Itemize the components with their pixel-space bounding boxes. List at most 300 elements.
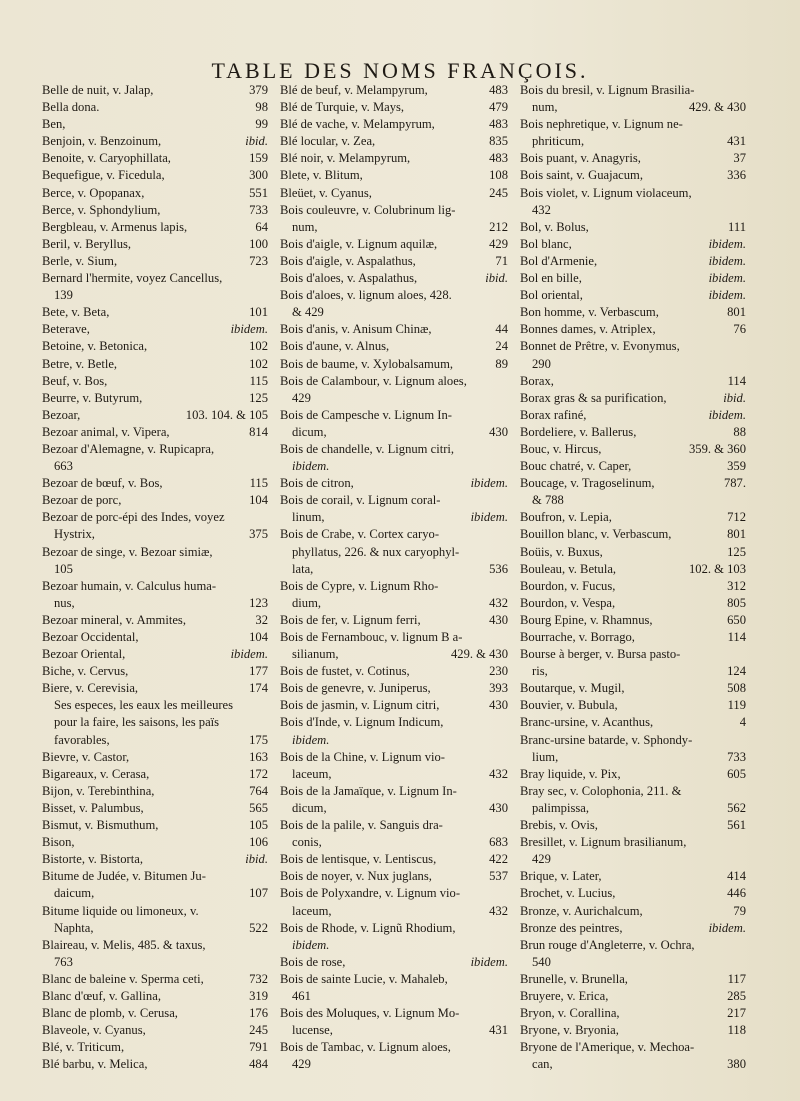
index-entry (42, 150, 268, 167)
entry-term: Berce, v. Opopanax, (42, 185, 145, 200)
entry-page-ref: 37 (733, 151, 746, 166)
index-entry (42, 971, 268, 988)
entry-term: Brique, v. Later, (520, 869, 602, 884)
index-entry (520, 338, 746, 355)
index-entry (42, 697, 268, 714)
index-entry (280, 629, 508, 646)
entry-page-ref: 605 (727, 766, 746, 781)
entry-page-ref: 791 (249, 1040, 268, 1055)
index-entry (280, 834, 508, 851)
index-entry (42, 441, 268, 458)
entry-page-ref: 732 (249, 971, 268, 986)
entry-page-ref: 108 (489, 168, 508, 183)
index-entry (520, 885, 746, 902)
entry-term: Beurre, v. Butyrum, (42, 390, 143, 405)
index-entry (520, 851, 746, 868)
entry-term: Borax gras & sa purification, (520, 390, 667, 405)
entry-term: Bievre, v. Castor, (42, 749, 130, 764)
entry-term: 432 (532, 202, 551, 217)
entry-term: Ses especes, les eaux les meilleures (54, 698, 234, 713)
entry-page-ref: 102. & 103 (688, 561, 746, 576)
entry-page-ref: ibid. (485, 271, 508, 286)
entry-term: Bouc, v. Hircus, (520, 441, 602, 456)
index-entry (520, 988, 746, 1005)
entry-page-ref: 118 (727, 1023, 746, 1038)
entry-term: Naphta, (54, 920, 94, 935)
index-entry (280, 150, 508, 167)
entry-term: Bol oriental, (520, 288, 583, 303)
entry-term: Branc-ursine batarde, v. Sphondy- (520, 732, 693, 747)
entry-page-ref: 71 (495, 253, 508, 268)
entry-page-ref: 733 (249, 202, 268, 217)
entry-page-ref: 115 (249, 373, 268, 388)
entry-term: Bois de Rhode, v. Lignũ Rhodium, (280, 920, 456, 935)
entry-term: Bezoar de bœuf, v. Bos, (42, 476, 163, 491)
entry-term: Bois de Cypre, v. Lignum Rho- (280, 578, 439, 593)
index-entry (280, 492, 508, 509)
index-entry (520, 903, 746, 920)
index-entry (42, 287, 268, 304)
index-entry (42, 680, 268, 697)
index-entry (42, 544, 268, 561)
entry-term: Bezoar animal, v. Vipera, (42, 424, 170, 439)
entry-term: Bisset, v. Palumbus, (42, 800, 144, 815)
entry-term: Bismut, v. Bismuthum, (42, 818, 159, 833)
index-entry (520, 578, 746, 595)
entry-page-ref: 483 (489, 83, 508, 97)
entry-term: Bergbleau, v. Armenus lapis, (42, 219, 188, 234)
entry-page-ref: ibid. (723, 390, 746, 405)
index-entry (280, 937, 508, 954)
index-entry (520, 663, 746, 680)
entry-term: can, (532, 1057, 553, 1072)
entry-term: Blé barbu, v. Melica, (42, 1057, 148, 1072)
index-entry (42, 390, 268, 407)
entry-term: Bois de fer, v. Lignum ferri, (280, 612, 421, 627)
entry-term: Bijon, v. Terebinthina, (42, 783, 155, 798)
entry-term: Bois d'aloes, v. Aspalathus, (280, 271, 418, 286)
entry-term: Bois de la Jamaïque, v. Lignum In- (280, 783, 457, 798)
index-entry (520, 373, 746, 390)
entry-term: Bezoar de porc, (42, 493, 122, 508)
index-entry (280, 219, 508, 236)
entry-page-ref: ibidem. (230, 647, 268, 662)
entry-page-ref: 175 (249, 732, 268, 747)
index-entry (520, 732, 746, 749)
entry-page-ref: 561 (727, 818, 746, 833)
index-entry (520, 629, 746, 646)
entry-page-ref: 764 (249, 783, 268, 798)
index-entry (280, 475, 508, 492)
index-entry (42, 407, 268, 424)
entry-page-ref: 24 (495, 339, 508, 354)
entry-page-ref: 125 (727, 544, 746, 559)
index-entry (520, 356, 746, 373)
entry-term: 139 (54, 288, 73, 303)
index-entry (520, 185, 746, 202)
entry-term: Brun rouge d'Angleterre, v. Ochra, (520, 937, 695, 952)
entry-term: Boucage, v. Tragoselinum, (520, 476, 655, 491)
index-entry (520, 595, 746, 612)
index-entry (520, 800, 746, 817)
entry-term: Blé de vache, v. Melampyrum, (280, 117, 435, 132)
index-entry (42, 202, 268, 219)
index-entry (42, 116, 268, 133)
index-entry (520, 868, 746, 885)
entry-page-ref: 375 (249, 527, 268, 542)
index-entry (42, 99, 268, 116)
entry-page-ref: 429. & 430 (450, 647, 508, 662)
index-column-1 (42, 82, 268, 1073)
entry-page-ref: 76 (733, 322, 746, 337)
index-entry (520, 1022, 746, 1039)
index-column-3 (520, 82, 746, 1073)
entry-term: nus, (54, 595, 75, 610)
entry-term: Bezoar Oriental, (42, 647, 126, 662)
index-entry (42, 270, 268, 287)
index-entry (280, 116, 508, 133)
index-entry (280, 133, 508, 150)
entry-page-ref: 551 (249, 185, 268, 200)
index-entry (42, 1022, 268, 1039)
index-entry (280, 167, 508, 184)
entry-term: Bol blanc, (520, 236, 572, 251)
entry-page-ref: 88 (733, 424, 746, 439)
index-entry (42, 1005, 268, 1022)
index-entry (280, 595, 508, 612)
entry-page-ref: 432 (489, 903, 508, 918)
entry-term: Bray liquide, v. Pix, (520, 766, 621, 781)
entry-term: ibidem. (292, 937, 330, 952)
entry-page-ref: ibidem. (708, 236, 746, 251)
entry-term: Bouvier, v. Bubula, (520, 698, 618, 713)
index-entry (520, 561, 746, 578)
entry-page-ref: 359 (727, 459, 746, 474)
index-entry (42, 903, 268, 920)
index-entry (42, 1056, 268, 1073)
entry-term: Bois de lentisque, v. Lentiscus, (280, 852, 437, 867)
index-entry (42, 663, 268, 680)
entry-page-ref: 230 (489, 664, 508, 679)
entry-term: Betre, v. Betle, (42, 356, 118, 371)
index-entry (42, 356, 268, 373)
entry-term: & 429 (292, 305, 324, 320)
entry-term: laceum, (292, 766, 332, 781)
entry-page-ref: 104 (249, 493, 268, 508)
entry-term: Bernard l'hermite, voyez Cancellus, (42, 271, 223, 286)
index-entry (42, 954, 268, 971)
index-entry (520, 920, 746, 937)
entry-page-ref: 245 (249, 1023, 268, 1038)
entry-term: Bois de noyer, v. Nux juglans, (280, 869, 432, 884)
index-entry (280, 509, 508, 526)
entry-term: Bois de Crabe, v. Cortex caryo- (280, 527, 440, 542)
index-entry (42, 236, 268, 253)
entry-page-ref: 114 (727, 373, 746, 388)
index-entry (42, 304, 268, 321)
index-entry (42, 920, 268, 937)
index-entry (42, 749, 268, 766)
entry-page-ref: 79 (733, 903, 746, 918)
entry-term: Bois d'aigle, v. Aspalathus, (280, 253, 416, 268)
index-entry (520, 937, 746, 954)
index-entry (520, 697, 746, 714)
index-entry (520, 492, 746, 509)
entry-term: Bella dona. (42, 100, 100, 115)
entry-page-ref: 4 (739, 715, 746, 730)
index-entry (42, 185, 268, 202)
entry-term: Beterave, (42, 322, 90, 337)
entry-term: Blanc d'œuf, v. Gallina, (42, 988, 161, 1003)
index-entry (280, 817, 508, 834)
entry-term: Boüis, v. Buxus, (520, 544, 603, 559)
index-entry (520, 219, 746, 236)
entry-page-ref: 117 (727, 971, 746, 986)
entry-page-ref: 422 (489, 852, 508, 867)
entry-page-ref: ibidem. (708, 253, 746, 268)
entry-page-ref: 32 (255, 612, 268, 627)
entry-page-ref: 125 (249, 390, 268, 405)
index-entry (280, 732, 508, 749)
entry-term: Bronze des peintres, (520, 920, 623, 935)
entry-term: Bois de rose, (280, 954, 346, 969)
entry-page-ref: 114 (727, 630, 746, 644)
entry-term: Bois d'Inde, v. Lignum Indicum, (280, 715, 444, 730)
entry-term: Bezoar, (42, 407, 81, 422)
index-entry (520, 167, 746, 184)
index-entry (42, 475, 268, 492)
entry-term: phriticum, (532, 134, 585, 149)
index-entry (280, 663, 508, 680)
entry-term: Bonnes dames, v. Atriplex, (520, 322, 656, 337)
entry-term: conis, (292, 835, 322, 850)
entry-page-ref: 712 (727, 510, 746, 525)
entry-term: Bezoar Occidental, (42, 630, 139, 644)
index-entry (280, 903, 508, 920)
entry-term: Bourdon, v. Vespa, (520, 595, 616, 610)
entry-term: Bryon, v. Corallina, (520, 1006, 620, 1021)
entry-page-ref: 522 (249, 920, 268, 935)
entry-term: Bezoar de porc-épi des Indes, voyez (42, 510, 225, 525)
entry-term: Bison, (42, 835, 75, 850)
entry-term: Hystrix, (54, 527, 95, 542)
entry-term: Bois puant, v. Anagyris, (520, 151, 641, 166)
entry-term: Bois de la Chine, v. Lignum vio- (280, 749, 445, 764)
entry-page-ref: 172 (249, 766, 268, 781)
entry-term: Blé noir, v. Melampyrum, (280, 151, 411, 166)
entry-term: Brunelle, v. Brunella, (520, 971, 628, 986)
index-entry (520, 304, 746, 321)
entry-term: Blé de Turquie, v. Mays, (280, 100, 405, 115)
entry-page-ref: 508 (727, 681, 746, 696)
entry-page-ref: 105 (249, 818, 268, 833)
entry-term: 429 (532, 852, 551, 867)
entry-term: Bezoar d'Alemagne, v. Rupicapra, (42, 441, 215, 456)
entry-page-ref: 430 (489, 698, 508, 713)
index-entry (520, 116, 746, 133)
index-entry (42, 868, 268, 885)
entry-term: Blé locular, v. Zea, (280, 134, 376, 149)
index-entry (42, 373, 268, 390)
index-entry (42, 646, 268, 663)
entry-page-ref: 787. (723, 476, 746, 491)
entry-page-ref: ibidem. (708, 407, 746, 422)
entry-page-ref: 300 (249, 168, 268, 183)
entry-page-ref: 432 (489, 766, 508, 781)
entry-term: Bruyere, v. Erica, (520, 988, 609, 1003)
entry-term: Bouleau, v. Betula, (520, 561, 617, 576)
entry-page-ref: ibidem. (230, 322, 268, 337)
index-entry (520, 321, 746, 338)
entry-term: Bois de corail, v. Lignum coral- (280, 493, 441, 508)
entry-page-ref: ibidem. (708, 271, 746, 286)
index-entry (42, 1039, 268, 1056)
entry-term: Bourse à berger, v. Bursa pasto- (520, 647, 681, 662)
entry-term: Bitume de Judée, v. Bitumen Ju- (42, 869, 206, 884)
entry-term: Bryone de l'Amerique, v. Mechoa- (520, 1040, 695, 1055)
index-entry (280, 697, 508, 714)
entry-term: Biere, v. Cerevisia, (42, 681, 139, 696)
entry-page-ref: 733 (727, 749, 746, 764)
entry-term: Bois nephretique, v. Lignum ne- (520, 117, 683, 132)
entry-page-ref: 123 (249, 595, 268, 610)
entry-page-ref: ibid. (245, 852, 268, 867)
entry-page-ref: 723 (249, 253, 268, 268)
entry-term: Bois du bresil, v. Lignum Brasilia- (520, 83, 695, 97)
entry-page-ref: ibidem. (470, 954, 508, 969)
index-entry (280, 441, 508, 458)
entry-page-ref: 414 (727, 869, 746, 884)
index-entry (520, 236, 746, 253)
entry-page-ref: ibidem. (708, 288, 746, 303)
index-entry (520, 783, 746, 800)
entry-page-ref: 217 (727, 1006, 746, 1021)
entry-term: Bol d'Armenie, (520, 253, 598, 268)
index-entry (42, 167, 268, 184)
index-entry (520, 544, 746, 561)
index-entry (520, 150, 746, 167)
index-entry (42, 492, 268, 509)
entry-term: pour la faire, les saisons, les païs (54, 715, 220, 730)
entry-term: Blé, v. Triticum, (42, 1040, 125, 1055)
entry-term: Bois de genevre, v. Juniperus, (280, 681, 431, 696)
entry-term: Bois de fustet, v. Cotinus, (280, 664, 410, 679)
entry-term: Branc-ursine, v. Acanthus, (520, 715, 654, 730)
index-entry (520, 82, 746, 99)
entry-page-ref: 100 (249, 236, 268, 251)
entry-term: Bois de chandelle, v. Lignum citri, (280, 441, 455, 456)
index-entry (42, 629, 268, 646)
index-entry (520, 202, 746, 219)
entry-term: Bois de baume, v. Xylobalsamum, (280, 356, 454, 371)
entry-page-ref: 111 (728, 219, 746, 234)
entry-term: Boufron, v. Lepia, (520, 510, 612, 525)
entry-page-ref: 805 (727, 595, 746, 610)
index-entry (520, 270, 746, 287)
entry-page-ref: 104 (249, 630, 268, 644)
index-entry (280, 612, 508, 629)
entry-term: Bonnet de Prêtre, v. Evonymus, (520, 339, 680, 354)
entry-term: Bois de Fernambouc, v. lignum B a- (280, 630, 463, 644)
entry-term: Bouillon blanc, v. Verbascum, (520, 527, 672, 542)
entry-page-ref: 98 (255, 100, 268, 115)
entry-page-ref: 537 (489, 869, 508, 884)
entry-term: Bois de Campesche v. Lignum In- (280, 407, 452, 422)
index-entry (42, 424, 268, 441)
entry-term: Bois de jasmin, v. Lignum citri, (280, 698, 440, 713)
entry-term: dicum, (292, 800, 327, 815)
index-entry (42, 82, 268, 99)
index-entry (42, 526, 268, 543)
entry-term: Biche, v. Cervus, (42, 664, 129, 679)
entry-page-ref: 393 (489, 681, 508, 696)
entry-term: Bois d'aigle, v. Lignum aquilæ, (280, 236, 438, 251)
entry-term: lium, (532, 749, 559, 764)
entry-term: Bois de Tambac, v. Lignum aloes, (280, 1040, 451, 1055)
index-entry (280, 680, 508, 697)
index-entry (280, 766, 508, 783)
entry-term: ris, (532, 664, 548, 679)
entry-page-ref: 379 (249, 83, 268, 97)
entry-page-ref: 115 (249, 476, 268, 491)
entry-term: 763 (54, 954, 73, 969)
entry-page-ref: ibid. (245, 134, 268, 149)
entry-page-ref: 446 (727, 886, 746, 901)
entry-page-ref: 119 (727, 698, 746, 713)
index-entry (520, 390, 746, 407)
index-entry (280, 99, 508, 116)
index-entry (42, 578, 268, 595)
entry-term: Bitume liquide ou limoneux, v. (42, 903, 199, 918)
index-entry (42, 766, 268, 783)
entry-term: favorables, (54, 732, 110, 747)
index-entry (520, 287, 746, 304)
index-entry (280, 270, 508, 287)
entry-term: Blete, v. Blitum, (280, 168, 363, 183)
index-entry (42, 714, 268, 731)
index-entry (520, 1056, 746, 1073)
index-entry (42, 885, 268, 902)
index-entry (280, 971, 508, 988)
index-entry (280, 561, 508, 578)
entry-page-ref: 174 (249, 681, 268, 696)
entry-term: Bouc chatré, v. Caper, (520, 459, 632, 474)
entry-term: Bois d'anis, v. Anisum Chinæ, (280, 322, 432, 337)
entry-term: Bois de Calambour, v. Lignum aloes, (280, 373, 467, 388)
entry-page-ref: 814 (249, 424, 268, 439)
entry-page-ref: 89 (495, 356, 508, 371)
entry-term: 105 (54, 561, 73, 576)
index-entry (520, 441, 746, 458)
entry-term: dicum, (292, 424, 327, 439)
index-entry (280, 236, 508, 253)
entry-page-ref: 99 (255, 117, 268, 132)
index-entry (520, 253, 746, 270)
entry-page-ref: 431 (727, 134, 746, 149)
index-entry (280, 988, 508, 1005)
index-entry (280, 920, 508, 937)
entry-page-ref: ibidem. (470, 476, 508, 491)
index-entry (280, 749, 508, 766)
entry-page-ref: 430 (489, 800, 508, 815)
entry-page-ref: 176 (249, 1006, 268, 1021)
index-entry (42, 253, 268, 270)
index-entry (280, 714, 508, 731)
entry-page-ref: 432 (489, 595, 508, 610)
entry-page-ref: 380 (727, 1057, 746, 1072)
index-entry (520, 99, 746, 116)
entry-term: lucense, (292, 1023, 333, 1038)
